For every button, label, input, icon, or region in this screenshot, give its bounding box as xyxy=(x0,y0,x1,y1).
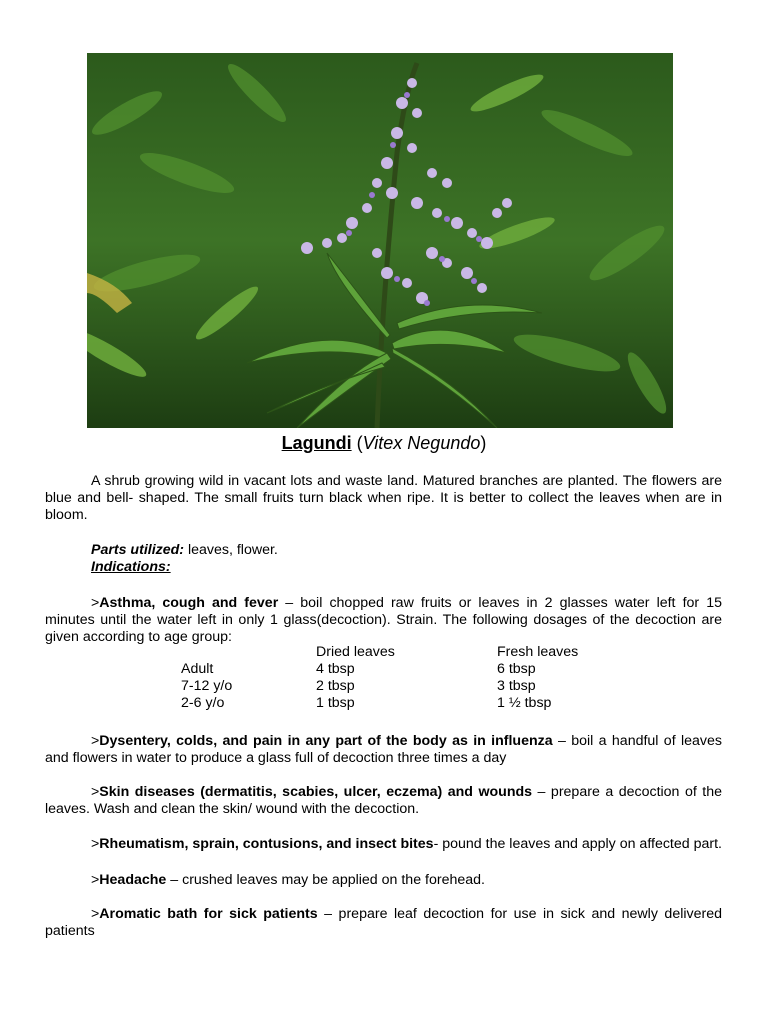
indication-dysentery xyxy=(45,733,722,767)
lagundi-photo xyxy=(87,53,673,428)
dysentery-prefix: > xyxy=(91,733,100,749)
headache-heading: Headache xyxy=(99,872,167,888)
common-name: Lagundi xyxy=(281,433,352,453)
rheumatism-prefix: > xyxy=(91,836,100,852)
parts-label: Parts utilized: xyxy=(91,542,185,558)
dosage-dried: 1 tbsp xyxy=(316,695,355,711)
bath-text: – prepare leaf decoction for use in sick and newly delivered patients xyxy=(45,906,722,939)
bath-heading: Aromatic bath for sick patients xyxy=(99,906,318,922)
rheumatism-text: - pound the leaves and apply on affected part. xyxy=(433,836,722,852)
plant-title xyxy=(0,431,768,455)
dosage-fresh: 1 ½ tbsp xyxy=(497,695,552,711)
indications-label: Indications: xyxy=(91,559,171,575)
asthma-text: – boil chopped raw fruits or leaves in 2 glasses water left for 15 minutes until the water left in only 1 glass(decoction). Strain. The following dosages of the decoction are given according to age group: xyxy=(45,595,722,645)
skin-text: – prepare a decoction of the leaves. Wash and clean the skin/ wound with the decoction. xyxy=(45,784,722,817)
plant-illustration xyxy=(87,53,673,428)
title-open-paren: ( xyxy=(351,433,363,453)
dosage-dried: 4 tbsp xyxy=(316,661,355,677)
indication-headache xyxy=(45,872,722,889)
dosage-dried: 2 tbsp xyxy=(316,678,355,694)
intro-text: A shrub growing wild in vacant lots and waste land. Matured branches are planted. The flowers are blue and bell- shaped. The small fruits turn black when ripe. It is better to collect the leaves when are in bloom. xyxy=(45,473,722,523)
dosage-age: 7-12 y/o xyxy=(181,678,233,694)
parts-value: leaves, flower. xyxy=(184,542,278,558)
dosage-age: 2-6 y/o xyxy=(181,695,225,711)
dosage-table xyxy=(45,644,722,712)
scientific-name: Vitex Negundo xyxy=(362,433,481,453)
bath-prefix: > xyxy=(91,906,100,922)
dosage-age: Adult xyxy=(181,661,214,677)
dysentery-heading: Dysentery, colds, and pain in any part of the body as in influenza xyxy=(99,733,553,749)
parts-utilized-line xyxy=(45,542,722,559)
indication-rheumatism xyxy=(45,836,722,853)
rheumatism-heading: Rheumatism, sprain, contusions, and insect bites xyxy=(99,836,434,852)
dosage-header-cell: Fresh leaves xyxy=(497,644,579,660)
intro-paragraph xyxy=(45,473,722,524)
asthma-prefix: > xyxy=(91,595,100,611)
headache-text: – crushed leaves may be applied on the forehead. xyxy=(166,872,485,888)
dosage-fresh: 3 tbsp xyxy=(497,678,536,694)
skin-prefix: > xyxy=(91,784,100,800)
indication-skin xyxy=(45,784,722,818)
skin-heading: Skin diseases (dermatitis, scabies, ulcer, eczema) and wounds xyxy=(99,784,533,800)
dosage-row xyxy=(45,695,722,712)
dysentery-text: – boil a handful of leaves and flowers in water to produce a glass full of decoction three times a day xyxy=(45,733,722,766)
dosage-header-row xyxy=(45,644,722,661)
dosage-row xyxy=(45,661,722,678)
headache-prefix: > xyxy=(91,872,100,888)
asthma-heading: Asthma, cough and fever xyxy=(99,595,279,611)
dosage-row xyxy=(45,678,722,695)
indication-asthma xyxy=(45,595,722,646)
dosage-header-cell: Dried leaves xyxy=(316,644,395,660)
indication-bath xyxy=(45,906,722,940)
title-close-paren: ) xyxy=(480,433,487,453)
dosage-fresh: 6 tbsp xyxy=(497,661,536,677)
indications-heading xyxy=(45,559,722,576)
